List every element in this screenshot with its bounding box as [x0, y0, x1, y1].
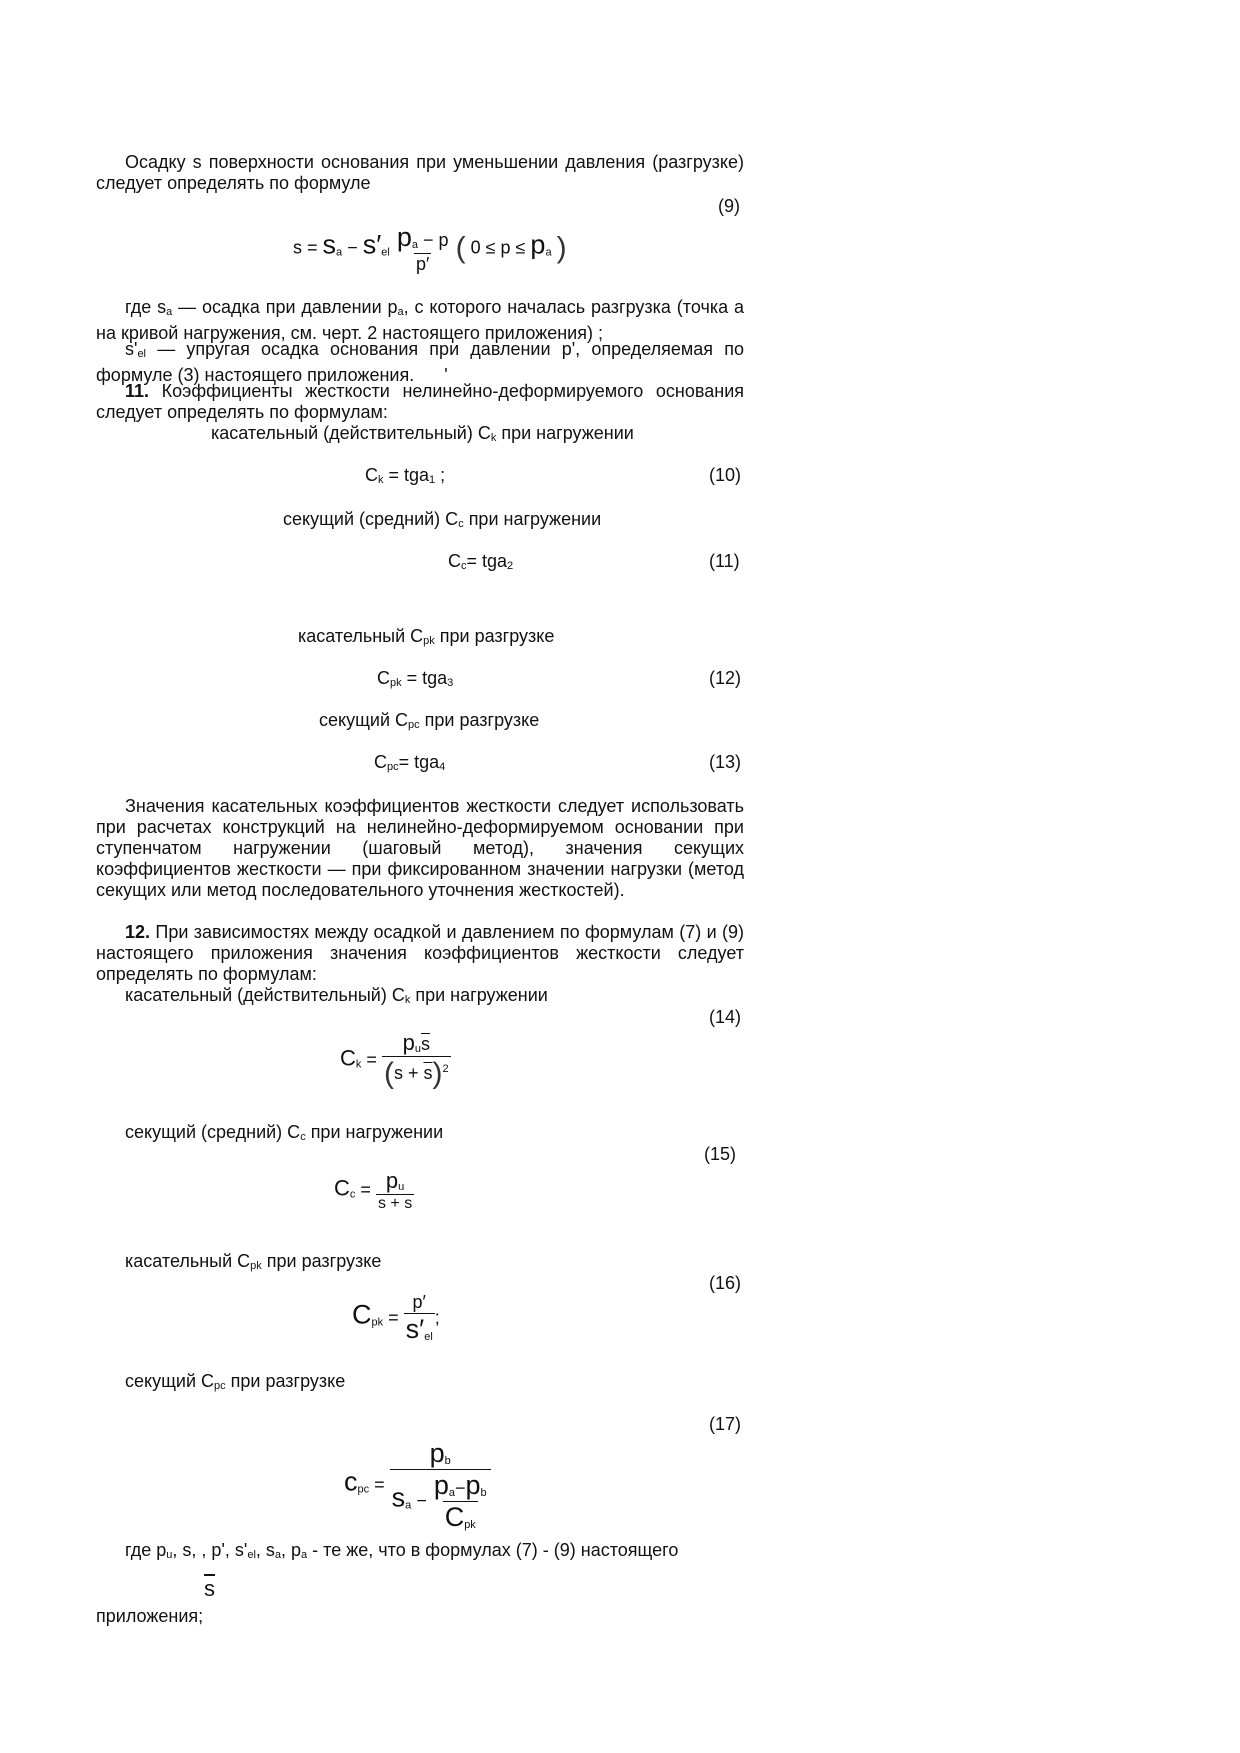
- formula-14-den-sbar: $\overline{s}$: [423, 1062, 433, 1083]
- secant-loading-2-sub: c: [300, 1131, 306, 1143]
- formula-10-tail: ;: [435, 465, 446, 485]
- formula-17-equals: =: [374, 1474, 385, 1495]
- formula-17-inner-den: C: [444, 1502, 465, 1532]
- where-sa-sub1: a: [166, 306, 173, 318]
- formula-13-rhs: = tga: [398, 752, 440, 772]
- formula-10-number: (10): [709, 465, 742, 485]
- formula-9-num-p: p: [396, 222, 412, 252]
- formula-15-den-s: s +: [377, 1195, 400, 1212]
- formula-16-num: p′: [412, 1292, 426, 1312]
- formula-14-den-close: ): [432, 1057, 443, 1090]
- where-sa-text3: , с которого началась разгрузка (точка а на кривой нагружения, см. черт. 2 настоящего приложения) ;: [96, 297, 744, 343]
- tangent-unloading-2-text: касательный С: [125, 1251, 251, 1271]
- formula-16: [352, 1292, 440, 1345]
- tangent-unloading-rest: при разгрузке: [434, 626, 555, 646]
- formula-17-fraction: [390, 1438, 491, 1533]
- formula-17-inner-sub1: a: [448, 1487, 455, 1499]
- formula-9-fraction: [395, 222, 451, 275]
- formula-16-den-sub: el: [424, 1331, 433, 1343]
- formula-12-rhs-sub: 3: [447, 677, 454, 689]
- formula-17-den-s-sub: a: [405, 1499, 412, 1512]
- tangent-loading-2-rest: при нагружении: [410, 985, 548, 1005]
- formula-15-fraction: [376, 1168, 414, 1213]
- formula-13-number: (13): [709, 752, 742, 772]
- formula-9-equals: =: [307, 237, 318, 258]
- formula-12: [377, 668, 453, 689]
- formula-9-num-sub: a: [411, 239, 419, 251]
- section-12-number: 12.: [125, 922, 151, 942]
- formula-17-inner-den-sub: pk: [464, 1519, 476, 1531]
- section-12-text: При зависимостях между осадкой и давлением по формулам (7) и (9) настоящего приложения значения коэффициентов жесткости следует определять по формулам:: [96, 922, 744, 984]
- formula-11-rhs: = tga: [466, 551, 508, 571]
- formula-17-inner-fraction: [432, 1470, 489, 1533]
- formula-9-sel-sub: el: [381, 246, 390, 259]
- formula-9-sel: s′: [362, 229, 382, 260]
- formula-9-condition: 0 ≤ p ≤: [470, 237, 526, 258]
- secant-unloading-text: секущий С: [319, 710, 409, 730]
- paragraph-section-12: [96, 922, 744, 985]
- formula-14-lhs: C: [340, 1045, 356, 1071]
- formula-12-number: (12): [709, 668, 742, 688]
- formula-13-rhs-sub: 4: [439, 761, 446, 773]
- formula-15-den-sbar: $\overline{s}$: [404, 1195, 413, 1212]
- formula-14-lhs-sub: k: [355, 1058, 362, 1071]
- formula-9-number: (9): [718, 196, 740, 216]
- final-sub1: u: [166, 1549, 173, 1561]
- where-sa-sub2: a: [397, 306, 404, 318]
- formula-17: [344, 1438, 491, 1533]
- formula-14-fraction: [382, 1030, 451, 1091]
- formula-16-lhs: C: [352, 1299, 372, 1330]
- formula-9-sa: s: [322, 229, 337, 260]
- paragraph-values: Значения касательных коэффициентов жесткости следует использовать при расчетах конструкций на нелинейно-деформируемом основании при ступенчатом нагружении (шаговый метод), значения секущих коэффициентов жесткости — при фиксированном значении нагрузки (метод секущих или метод последовательного уточнения жесткостей).: [96, 796, 744, 900]
- formula-9-cond-sub: a: [545, 246, 552, 259]
- formula-16-den: s′: [405, 1314, 425, 1344]
- formula-16-number: (16): [709, 1273, 742, 1293]
- secant-loading-rest: при нагружении: [463, 509, 602, 529]
- where-sa-text1: где s: [125, 297, 167, 317]
- formula-9-cond-p: p: [530, 229, 546, 260]
- formula-11: [448, 551, 513, 572]
- secant-unloading-sub: pc: [408, 719, 420, 731]
- formula-15-equals: =: [360, 1179, 371, 1200]
- secant-loading-sub: c: [458, 518, 464, 530]
- formula-9-s: s: [293, 237, 302, 258]
- formula-11-rhs-sub: 2: [507, 560, 514, 572]
- final-text5: - те же, что в формулах (7) - (9) настоящего: [307, 1540, 679, 1560]
- formula-17-inner-minus: −: [455, 1478, 466, 1498]
- paragraph-where-sel: [96, 339, 744, 386]
- tangent-unloading-2-rest: при разгрузке: [261, 1251, 382, 1271]
- formula-14-num-p: p: [402, 1030, 415, 1055]
- formula-13: [374, 752, 445, 773]
- tangent-unloading-sub: pk: [423, 635, 435, 647]
- tangent-unloading-text: касательный С: [298, 626, 424, 646]
- where-sel-sub1: el: [137, 348, 146, 360]
- line-secant-loading: [283, 509, 601, 530]
- formula-15-num-p: p: [385, 1168, 399, 1193]
- tangent-unloading-2-sub: pk: [250, 1260, 262, 1272]
- formula-15-number: (15): [704, 1144, 737, 1164]
- secant-loading-text: секущий (средний) С: [283, 509, 459, 529]
- formula-17-lhs-sub: pc: [357, 1483, 370, 1496]
- formula-15-lhs: C: [334, 1175, 350, 1201]
- formula-12-rhs: = tga: [401, 668, 448, 688]
- secant-unloading-2-rest: при разгрузке: [225, 1371, 346, 1391]
- where-sel-text2: — упругая осадка основания при давлении p', определяемая по формуле (3) настоящего приложения.: [96, 339, 744, 385]
- line-tangent-loading-2: [125, 985, 548, 1006]
- tangent-loading-2-text: касательный (действительный) С: [125, 985, 405, 1005]
- final-text2: , s, , p', s': [172, 1540, 248, 1560]
- final-end-word: приложения;: [96, 1606, 204, 1626]
- paragraph-section-11: [96, 381, 744, 423]
- formula-14-num-sub: u: [414, 1043, 421, 1055]
- tangent-loading-text: касательный (действительный) С: [211, 423, 491, 443]
- formula-16-equals: =: [388, 1307, 399, 1328]
- formula-10: [365, 465, 445, 486]
- formula-9-paren-open: (: [455, 231, 466, 265]
- formula-17-den-minus: −: [416, 1490, 427, 1511]
- formula-12-lhs: С: [377, 668, 390, 688]
- secant-loading-2-text: секущий (средний) С: [125, 1122, 301, 1142]
- tangent-loading-2-sub: k: [404, 994, 411, 1006]
- tangent-loading-sub: k: [490, 432, 497, 444]
- line-secant-unloading-2: [125, 1371, 345, 1392]
- section-11-number: 11.: [125, 381, 150, 401]
- section-11-text: Коэффициенты жесткости нелинейно-деформируемого основания следует определять по формулам:: [96, 381, 744, 422]
- paragraph-settlement-intro: Осадку s поверхности основания при уменьшении давления (разгрузке) следует определять по формуле: [96, 152, 744, 193]
- formula-10-lhs-sub: k: [378, 474, 384, 486]
- formula-9-minus: −: [347, 237, 358, 258]
- formula-9-num-rest: − p: [423, 230, 449, 250]
- formula-10-rhs-sub: 1: [429, 474, 436, 486]
- secant-unloading-2-text: секущий С: [125, 1371, 215, 1391]
- final-sub4: a: [301, 1549, 308, 1561]
- formula-10-rhs: = tga: [383, 465, 430, 485]
- formula-16-lhs-sub: pk: [371, 1316, 384, 1329]
- paragraph-where-sa: [96, 297, 744, 344]
- formula-14-den-open: (: [383, 1057, 394, 1090]
- secant-unloading-rest: при разгрузке: [419, 710, 540, 730]
- formula-13-lhs: С: [374, 752, 387, 772]
- final-sub3: a: [274, 1549, 282, 1561]
- final-text3: , s: [255, 1540, 275, 1560]
- formula-14-number: (14): [709, 1007, 742, 1027]
- formula-11-lhs: С: [448, 551, 461, 571]
- final-sbar-symbol: $\overline{s}$: [204, 1576, 215, 1601]
- formula-17-den-s: s: [391, 1482, 406, 1513]
- line-secant-loading-2: [125, 1122, 443, 1143]
- formula-15: [334, 1168, 414, 1213]
- final-text4: , p: [281, 1540, 302, 1560]
- line-tangent-unloading: [298, 626, 554, 647]
- formula-12-lhs-sub: pk: [390, 677, 402, 689]
- formula-14: [340, 1030, 451, 1091]
- formula-9-paren-close: ): [556, 231, 567, 265]
- line-secant-unloading: [319, 710, 539, 731]
- where-sel-text1: s': [125, 339, 138, 359]
- formula-14-num-sbar: $\overline{s}$: [420, 1034, 430, 1054]
- line-tangent-unloading-2: [125, 1251, 381, 1272]
- final-text1: где p: [125, 1540, 167, 1560]
- formula-11-number: (11): [709, 551, 740, 571]
- where-sel-mark: ': [444, 365, 448, 385]
- formula-16-fraction: [404, 1292, 435, 1345]
- formula-17-num-p: p: [429, 1438, 445, 1468]
- secant-unloading-2-sub: pc: [214, 1380, 226, 1392]
- final-sub2: el: [247, 1549, 256, 1561]
- formula-14-den-power: 2: [442, 1062, 449, 1075]
- formula-15-lhs-sub: c: [349, 1188, 356, 1201]
- formula-9-den: p′: [416, 254, 430, 274]
- formula-17-number: (17): [709, 1414, 742, 1434]
- formula-16-tail: ;: [434, 1307, 440, 1328]
- formula-17-num-sub: b: [444, 1455, 451, 1467]
- line-tangent-loading: [211, 423, 634, 444]
- tangent-loading-rest: при нагружении: [496, 423, 634, 443]
- formula-10-lhs: С: [365, 465, 378, 485]
- formula-15-num-sub: u: [398, 1181, 405, 1193]
- formula-9-sa-sub: a: [336, 246, 343, 259]
- formula-14-equals: =: [366, 1049, 377, 1070]
- secant-loading-2-rest: при нагружении: [305, 1122, 444, 1142]
- formula-9: [293, 222, 567, 275]
- formula-17-inner-p1: p: [433, 1470, 449, 1500]
- paragraph-final-where: [96, 1540, 744, 1566]
- formula-17-lhs: c: [344, 1466, 358, 1497]
- formula-13-lhs-sub: pc: [387, 761, 399, 773]
- formula-11-lhs-sub: c: [461, 560, 467, 572]
- where-sa-text2: — осадка при давлении p: [172, 297, 398, 317]
- formula-17-inner-p2: p: [465, 1470, 481, 1500]
- formula-17-inner-sub2: b: [480, 1487, 487, 1499]
- formula-14-den-s: s +: [393, 1062, 419, 1083]
